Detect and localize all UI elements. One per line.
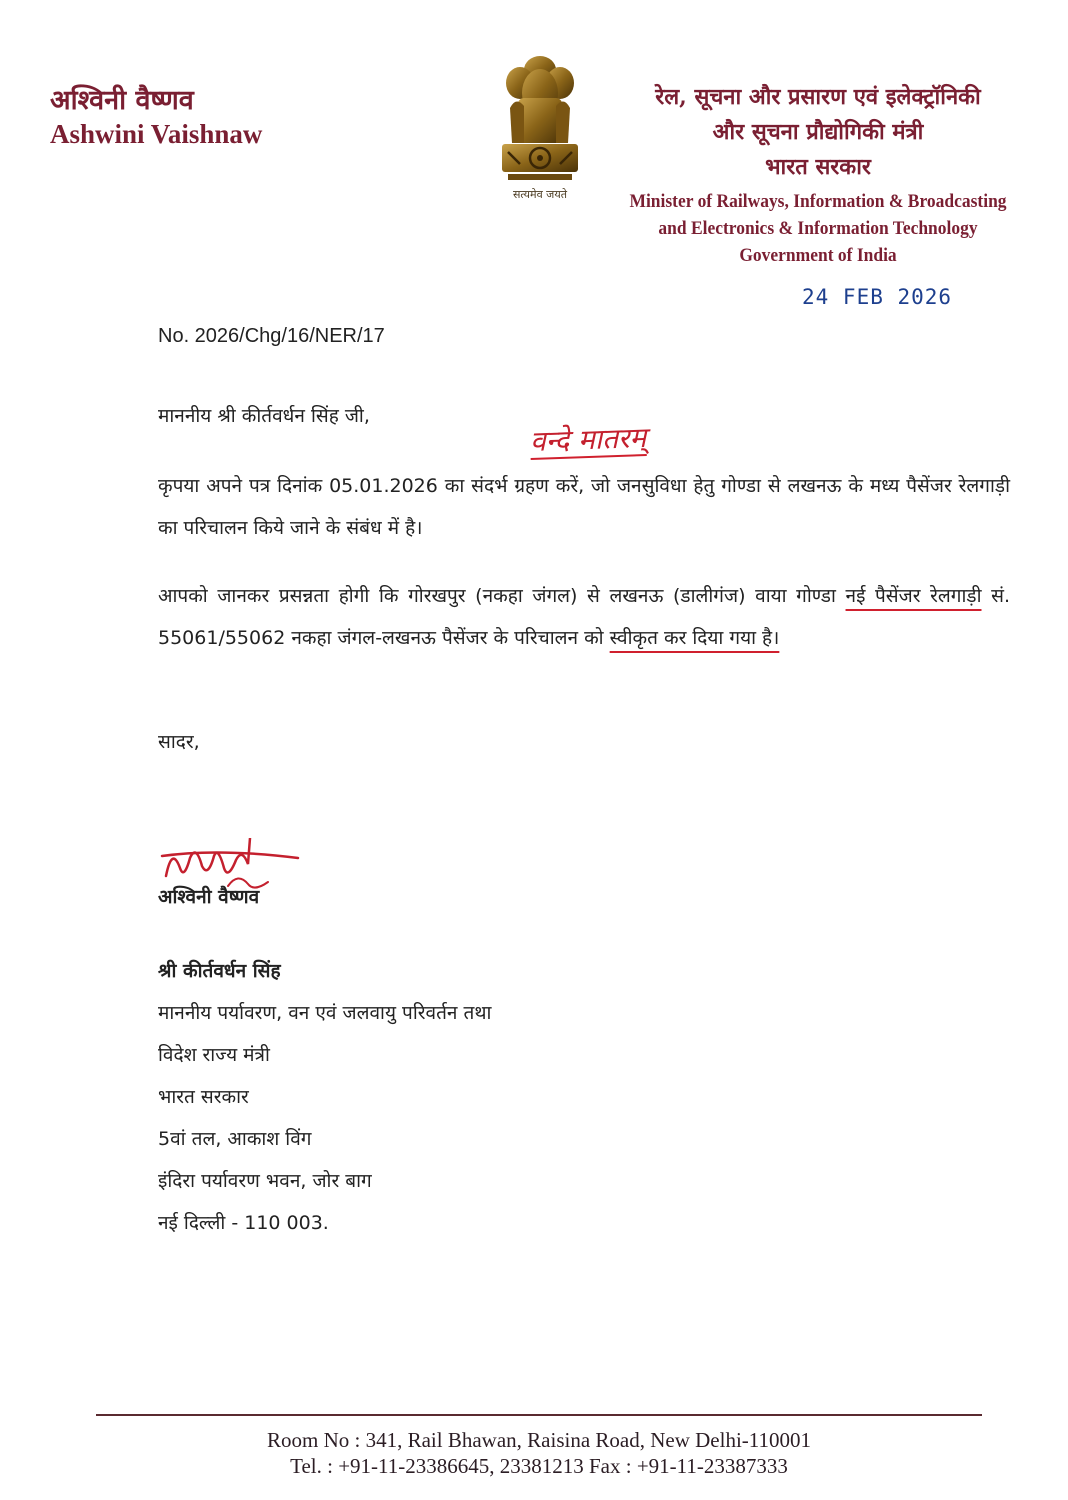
emblem-motto: सत्यमेव जयते [512,188,568,201]
addressee-line: 5वां तल, आकाश विंग [158,1128,312,1150]
date-stamp: 24 FEB 2026 [802,285,953,309]
footer-divider [96,1414,982,1416]
national-emblem-icon [490,48,590,208]
addressee-line: भारत सरकार [158,1086,249,1108]
addressee-block [158,950,491,1244]
addressee-line: विदेश राज्य मंत्री [158,1044,270,1066]
minister-name-hindi: अश्विनी वैष्णव [50,85,194,116]
designation-hindi-line: भारत सरकार [765,154,871,180]
signatory-name: अश्विनी वैष्णव [158,886,260,908]
underlined-phrase-approved: स्वीकृत कर दिया गया है। [609,627,780,649]
paragraph-2 [158,575,1010,659]
reference-number: No. 2026/Chg/16/NER/17 [158,325,385,347]
footer-address: Room No : 341, Rail Bhawan, Raisina Road, New Delhi-110001 [267,1428,811,1452]
designation-english-line: Government of India [739,245,897,266]
addressee-line: इंदिरा पर्यावरण भवन, जोर बाग [158,1170,372,1192]
salutation: माननीय श्री कीर्तवर्धन सिंह जी, [158,405,370,427]
underlined-phrase-new-train: नई पैसेंजर रेलगाड़ी [845,585,982,607]
designation-english-line: and Electronics & Information Technology [658,218,978,239]
handwritten-note: वन्दे मातरम् [529,420,647,459]
designation-block [608,80,1028,269]
minister-name-english: Ashwini Vaishnaw [50,119,263,149]
designation-hindi-line: और सूचना प्रौद्योगिकी मंत्री [712,119,924,145]
designation-hindi-line: रेल, सूचना और प्रसारण एवं इलेक्ट्रॉनिकी [655,84,981,110]
closing: सादर, [158,731,200,753]
paragraph-2-text: आपको जानकर प्रसन्नता होगी कि गोरखपुर (नकहा जंगल) से लखनऊ (डालीगंज) वाया गोण्डा [158,585,836,607]
footer-contact: Tel. : +91-11-23386645, 23381213 Fax : +91-11-23387333 [290,1454,788,1478]
addressee-line: नई दिल्ली - 110 003. [158,1212,329,1234]
addressee-name: श्री कीर्तवर्धन सिंह [158,960,281,982]
paragraph-1: कृपया अपने पत्र दिनांक 05.01.2026 का संदर्भ ग्रहण करें, जो जनसुविधा हेतु गोण्डा से लखनऊ के मध्य पैसेंजर रेलगाड़ी का परिचालन किये जाने के संबंध में है। [158,475,1010,539]
paragraph-2-text: सं. 55061/55062 नकहा जंगल-लखनऊ पैसेंजर के परिचालन को [158,585,1010,649]
designation-english-line: Minister of Railways, Information & Broadcasting [629,191,1007,212]
addressee-line: माननीय पर्यावरण, वन एवं जलवायु परिवर्तन तथा [158,1002,492,1024]
